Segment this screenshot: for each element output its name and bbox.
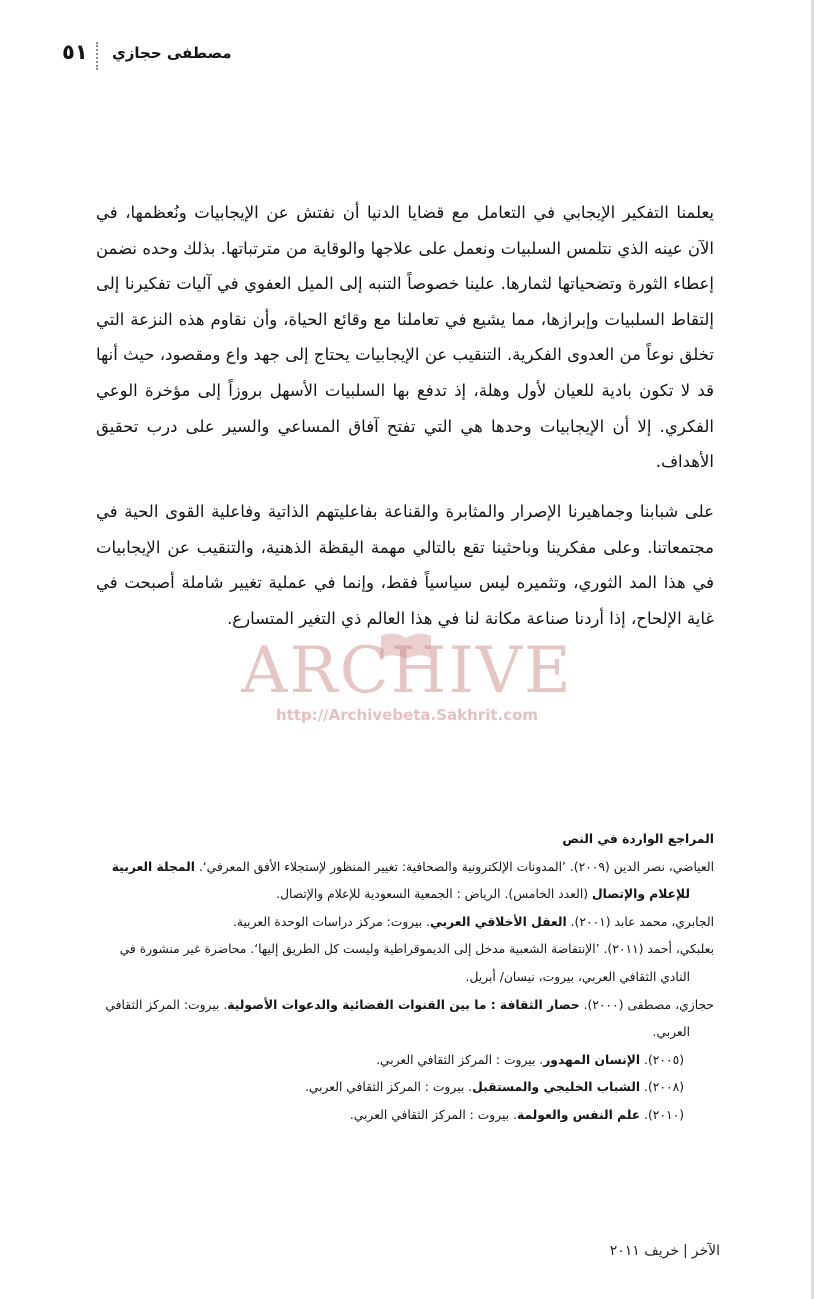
footer-issue: خريف ٢٠١١ (609, 1243, 680, 1259)
ref-title: الشباب الخليجي والمستقبل (472, 1080, 641, 1095)
ref-text: الجابري، محمد عابد (٢٠٠١). (566, 914, 714, 929)
ref-text: (٢٠٠٨). (640, 1080, 684, 1095)
ref-title: حصار الثقافة : ما بين القنوات الفضائية والدعوات الأصولية (227, 997, 580, 1012)
ref-text: حجازي، مصطفى (٢٠٠٠). (579, 997, 714, 1012)
ref-text: . بيروت : المركز الثقافي العربي. (376, 1052, 544, 1067)
ref-text: (٢٠٠٥). (640, 1052, 684, 1067)
reference-entry (96, 854, 714, 909)
body-paragraph-2: على شبابنا وجماهيرنا الإصرار والمثابرة والقناعة بفاعليتهم الذاتية وفاعلية القوى الحية في مجتمعاتنا. وعلى مفكرينا وباحثينا تقع بالتالي مهمة اليقظة الذهنية، والتنقيب عن الإيجابيات في هذا المد الثوري، وتثميره ليس سياسياً فقط، وإنما في عملية تغيير شاملة أصبحت في غاية الإلحاح، إذا أردنا صناعة مكانة لنا في هذا العالم ذي التغير المتسارع. (96, 502, 714, 628)
ref-text: (٢٠١٠). (640, 1107, 684, 1122)
footer-magazine: الآخر (691, 1243, 720, 1259)
ref-title: علم النفس والعولمة (516, 1107, 641, 1122)
ref-text: بعلبكي، أحمد (٢٠١١). ’الإنتفاضة الشعبية مدخل إلى الديموقراطية وليست كل الطريق إليها‘. محاضرة غير منشورة في النادي الثقافي العربي، بيروت، نيسان/ أبريل. (119, 942, 714, 984)
footer-issue-info (570, 1243, 720, 1259)
header-divider (96, 42, 98, 70)
reference-entry (96, 992, 714, 1047)
reference-entry (96, 909, 714, 937)
ref-text: . بيروت: المركز الثقافي العربي. (105, 997, 690, 1040)
watermark-url: http://Archivebeta.Sakhrit.com (275, 706, 539, 724)
running-header (0, 40, 814, 70)
ref-title: الإنسان المهدور (543, 1052, 641, 1067)
references-heading: المراجع الواردة في النص (562, 832, 714, 846)
ref-text: . بيروت : المركز الثقافي العربي. (349, 1107, 517, 1122)
reference-sub-entry (96, 1047, 714, 1075)
reference-sub-entry (96, 1074, 714, 1102)
running-footer (0, 1243, 814, 1269)
reference-sub-entry (96, 1102, 714, 1130)
running-head-author: مصطفى حجازي (112, 44, 232, 62)
archive-watermark (0, 630, 814, 740)
reference-entry (96, 936, 714, 991)
ref-text: العياضي، نصر الدين (٢٠٠٩). ’المدونات الإلكترونية والصحافية: تغيير المنظور لإستجلاء الأفق المعرفي‘. (194, 859, 714, 874)
ref-text: (العدد الخامس). الرياض : الجمعية السعودية للإعلام والإتصال. (276, 887, 592, 902)
ref-title: المجلة العربية للإعلام والإتصال (111, 859, 690, 902)
ref-text: . بيروت: مركز دراسات الوحدة العربية. (232, 914, 430, 929)
body-paragraph-1: يعلمنا التفكير الإيجابي في التعامل مع قضايا الدنيا أن نفتش عن الإيجابيات ونُعظمها، في الآن عينه الذي نتلمس السلبيات ونعمل على علاجها والوقاية من مترتباتها. بذلك وحده نضمن إعطاء الثورة وتضحياتها لثمارها. علينا خصوصاً التنبه إلى الميل العفوي في آليات تفكيرنا إلى إلتقاط السلبيات وإبرازها، مما يشيع في تعاملنا مع وقائع الحياة، وأن نقاوم هذه النزعة التي تخلق نوعاً من العدوى الفكرية. التنقيب عن الإيجابيات يحتاج إلى جهد واع ومقصود، حيث أنها قد لا تكون بادية للعيان لأول وهلة، إذ تدفع بها السلبيات الأسهل بروزاً إلى مؤخرة الوعي الفكري. إلا أن الإيجابيات وحدها هي التي تفتح آفاق المساعي والسير على درب تحقيق الأهداف. (96, 203, 714, 472)
page-number: ٥١ (62, 40, 88, 64)
footer-separator: | (683, 1243, 688, 1259)
watermark-title: ARCHIVE (241, 634, 573, 708)
ref-text: . بيروت : المركز الثقافي العربي. (304, 1080, 473, 1095)
references-section (96, 826, 714, 1130)
ref-title: العقل الأخلاقي العربي (430, 914, 567, 929)
